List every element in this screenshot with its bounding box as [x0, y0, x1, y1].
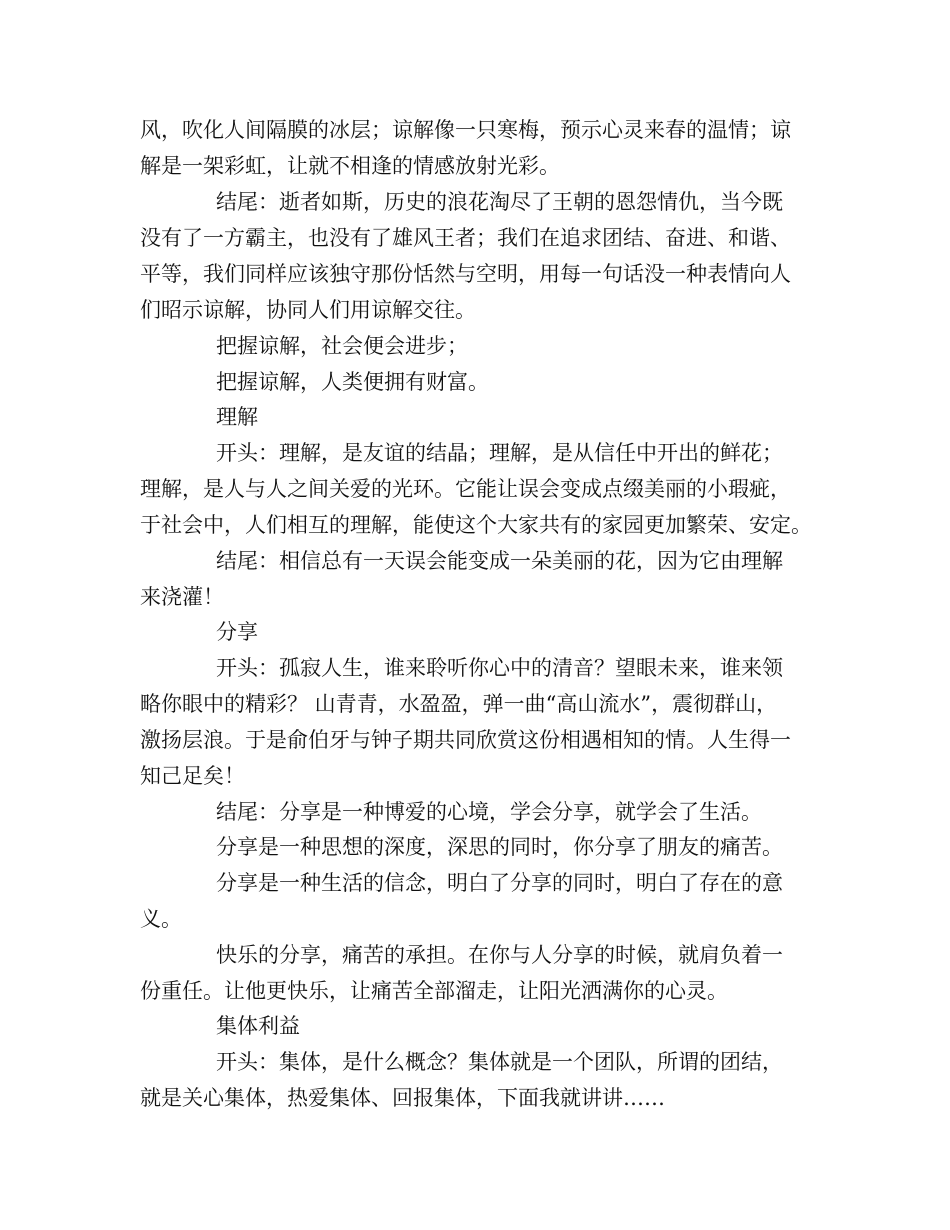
- text-line: 义。: [140, 907, 182, 931]
- section-heading: 分享: [216, 620, 258, 644]
- text-line: 没有了一方霸主，也没有了雄风王者；我们在追求团结、奋进、和谐、: [140, 226, 791, 250]
- text-line: 份重任。让他更快乐，让痛苦全部溜走，让阳光洒满你的心灵。: [140, 979, 728, 1003]
- text-line: 略你眼中的精彩？ 山青青，水盈盈，弹一曲“高山流水”，震彻群山，: [140, 692, 778, 716]
- text-line: 把握谅解，社会便会进步；: [216, 334, 468, 358]
- text-line: 结尾：逝者如斯，历史的浪花淘尽了王朝的恩怨情仇，当今既: [216, 190, 783, 214]
- text-line: 知己足矣！: [140, 764, 245, 788]
- text-line: 把握谅解，人类便拥有财富。: [216, 370, 489, 394]
- text-line: 就是关心集体，热爱集体、回报集体，下面我就讲讲……: [140, 1086, 665, 1110]
- text-line: 结尾：相信总有一天误会能变成一朵美丽的花，因为它由理解: [216, 549, 783, 573]
- text-line: 平等，我们同样应该独守那份恬然与空明，用每一句话没一种表情向人: [140, 262, 791, 286]
- text-line: 来浇灌！: [140, 585, 224, 609]
- text-line: 分享是一种生活的信念，明白了分享的同时，明白了存在的意: [216, 871, 783, 895]
- text-line: 理解，是人与人之间关爱的光环。它能让误会变成点缀美丽的小瑕疵，: [140, 477, 791, 501]
- text-line: 开头：理解，是友谊的结晶；理解，是从信任中开出的鲜花；: [216, 441, 783, 465]
- text-line: 开头：孤寂人生，谁来聆听你心中的清音？望眼未来，谁来领: [216, 656, 783, 680]
- text-line: 解是一架彩虹，让就不相逢的情感放射光彩。: [140, 154, 560, 178]
- text-line: 结尾：分享是一种博爱的心境，学会分享，就学会了生活。: [216, 800, 762, 824]
- text-line: 快乐的分享，痛苦的承担。在你与人分享的时候，就肩负着一: [216, 943, 783, 967]
- text-line: 开头：集体，是什么概念？集体就是一个团队，所谓的团结，: [216, 1050, 783, 1074]
- text-line: 分享是一种思想的深度，深思的同时，你分享了朋友的痛苦。: [216, 835, 783, 859]
- section-heading: 理解: [216, 405, 258, 429]
- text-line: 们昭示谅解，协同人们用谅解交往。: [140, 298, 476, 322]
- section-heading: 集体利益: [216, 1014, 300, 1038]
- text-line: 激扬层浪。于是俞伯牙与钟子期共同欣赏这份相遇相知的情。人生得一: [140, 728, 791, 752]
- text-line: 于社会中，人们相互的理解，能使这个大家共有的家园更加繁荣、安定。: [140, 513, 812, 537]
- text-line: 风，吹化人间隔膜的冰层；谅解像一只寒梅，预示心灵来春的温情；谅: [140, 118, 791, 142]
